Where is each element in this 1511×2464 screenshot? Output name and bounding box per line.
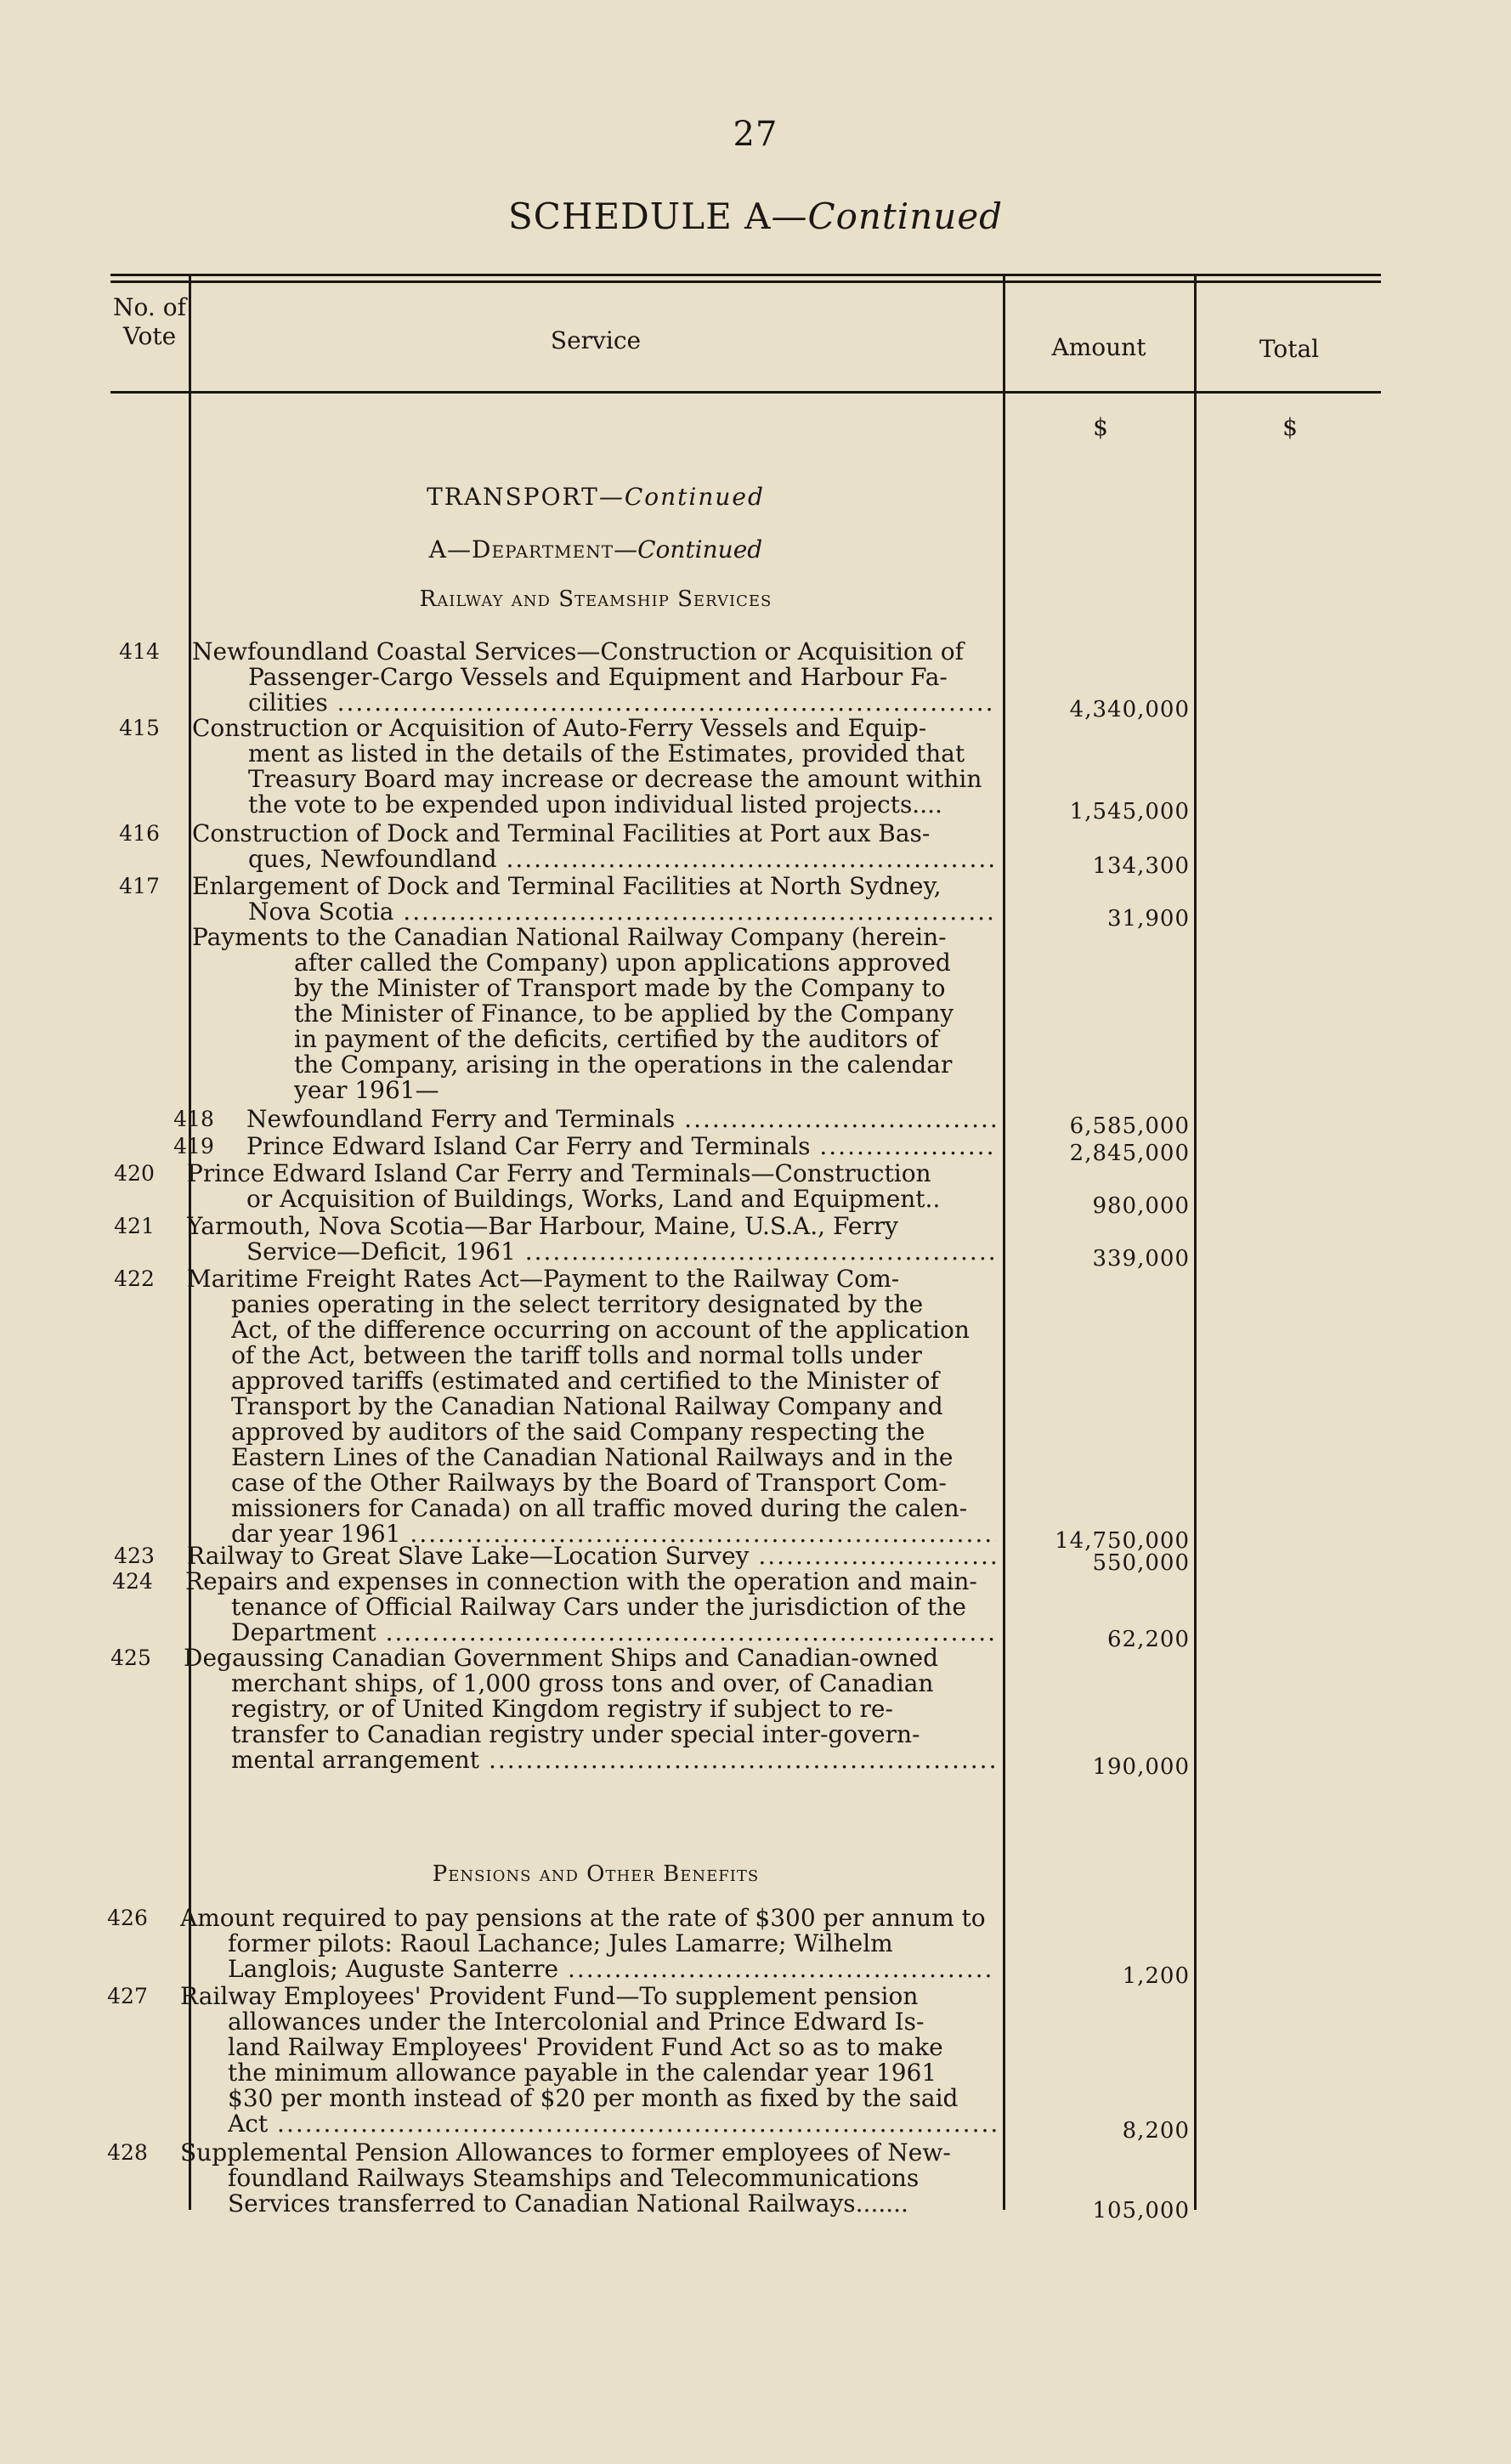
- service-text-line: land Railway Employees' Provident Fund Act so as to make: [228, 2035, 943, 2060]
- vote-number: 416: [119, 821, 160, 846]
- vote-number: 417: [119, 874, 160, 898]
- service-text-line: Transport by the Canadian National Railway Company and: [231, 1394, 943, 1419]
- vote-number: 424: [112, 1569, 153, 1594]
- amount-value: 134,300: [1092, 853, 1190, 879]
- service-text-line: ment as listed in the details of the Estimates, provided that: [248, 741, 965, 767]
- heading-department: [189, 535, 1003, 564]
- amount-value: 8,200: [1122, 2118, 1190, 2144]
- schedule-title: [0, 195, 1511, 237]
- service-text-line: Yarmouth, Nova Scotia—Bar Harbour, Maine, U.S.A., Ferry: [187, 1214, 898, 1239]
- service-text-line: the Company, arising in the operations in the calendar: [294, 1052, 953, 1078]
- amount-value: 550,000: [1092, 1550, 1190, 1576]
- service-text-line: after called the Company) upon applications approved: [294, 950, 951, 976]
- service-text-line: ques, Newfoundland .....: [248, 847, 996, 872]
- amount-value: 339,000: [1092, 1246, 1190, 1272]
- table-top-rule-2: [110, 280, 1381, 283]
- column-header-amount: Amount: [1051, 333, 1146, 361]
- service-text-line: tenance of Official Railway Cars under the jurisdiction of the: [231, 1595, 966, 1620]
- service-text-line: mental arrangement .....: [231, 1747, 996, 1773]
- column-header-total: Total: [1259, 335, 1320, 363]
- service-text-line: Service—Deficit, 1961 .....: [246, 1239, 996, 1265]
- heading-transport: [189, 483, 1003, 511]
- vote-number: 419: [173, 1134, 214, 1158]
- vote-number: 414: [119, 639, 160, 664]
- service-text-line: Nova Scotia .....: [248, 899, 996, 925]
- column-header-service: Service: [550, 326, 642, 354]
- service-text-line: the minimum allowance payable in the calendar year 1961: [228, 2060, 937, 2086]
- amount-value: 2,845,000: [1069, 1141, 1190, 1166]
- service-text-line: Act, of the difference occurring on account of the application: [231, 1317, 970, 1343]
- service-text-line: year 1961—: [294, 1078, 439, 1103]
- service-text-line: Payments to the Canadian National Railway Company (herein-: [192, 925, 947, 950]
- service-text-line: Supplemental Pension Allowances to former employees of New-: [180, 2140, 951, 2166]
- amount-value: 31,900: [1107, 906, 1190, 932]
- service-text-line: Treasury Board may increase or decrease the amount within: [248, 767, 982, 792]
- total-currency: $: [1282, 413, 1298, 441]
- service-text-line: transfer to Canadian registry under special inter-govern-: [231, 1722, 920, 1747]
- amount-value: 62,200: [1107, 1627, 1190, 1652]
- service-text-line: foundland Railways Steamships and Telecommunications: [228, 2166, 920, 2191]
- service-text-line: Degaussing Canadian Government Ships and Canadian-owned: [184, 1645, 939, 1671]
- service-text-line: former pilots: Raoul Lachance; Jules Lamarre; Wilhelm: [228, 1931, 893, 1957]
- service-text-line: Newfoundland Coastal Services—Construction or Acquisition of: [192, 639, 964, 665]
- service-text-line: registry, or of United Kingdom registry if subject to re-: [231, 1696, 893, 1722]
- column-header-vote: No. of Vote: [113, 293, 186, 350]
- service-text-line: case of the Other Railways by the Board of Transport Com-: [231, 1470, 947, 1496]
- vote-number: 418: [173, 1107, 214, 1131]
- service-text-line: Maritime Freight Rates Act—Payment to the Railway Com-: [187, 1266, 900, 1292]
- schedule-title-main: SCHEDULE A: [507, 195, 772, 237]
- service-text-line: by the Minister of Transport made by the Company to: [294, 976, 946, 1001]
- service-text-line: in payment of the deficits, certified by the auditors of: [294, 1027, 939, 1052]
- amount-value: 105,000: [1092, 2198, 1190, 2223]
- table-top-rule: [110, 274, 1381, 276]
- schedule-title-continued: —Continued: [771, 195, 1004, 237]
- heading-railway-steamship: Railway and Steamship Services: [419, 586, 772, 612]
- service-text-line: Eastern Lines of the Canadian National Railways and in the: [231, 1445, 954, 1470]
- heading-department-cont: —Continued: [614, 535, 763, 564]
- amount-currency: $: [1093, 413, 1108, 441]
- heading-transport-cont: —Continued: [598, 483, 765, 511]
- header-bottom-rule: [110, 391, 1381, 394]
- service-text-line: missioners for Canada) on all traffic moved during the calen-: [231, 1496, 968, 1521]
- vote-number: 428: [107, 2140, 148, 2165]
- service-text-line: Enlargement of Dock and Terminal Facilities at North Sydney,: [192, 874, 942, 899]
- service-text-line: approved tariffs (estimated and certified to the Minister of: [231, 1368, 939, 1394]
- service-text-line: dar year 1961 .....: [231, 1521, 996, 1547]
- vote-number: 422: [114, 1266, 155, 1291]
- vote-number: 415: [119, 716, 160, 740]
- vote-number: 423: [114, 1544, 155, 1568]
- service-text-line: $30 per month instead of $20 per month as fixed by the said: [228, 2086, 959, 2111]
- amount-value: 6,585,000: [1069, 1113, 1190, 1139]
- amount-value: 4,340,000: [1069, 697, 1190, 722]
- service-text-line: of the Act, between the tariff tolls and normal tolls under: [231, 1343, 922, 1368]
- heading-transport-main: TRANSPORT: [427, 483, 599, 511]
- amount-value: 190,000: [1092, 1754, 1190, 1780]
- amount-value: 1,200: [1122, 1963, 1190, 1989]
- vote-number: 426: [107, 1906, 148, 1930]
- service-text-line: merchant ships, of 1,000 gross tons and over, of Canadian: [231, 1671, 934, 1696]
- service-text-line: Department .....: [231, 1620, 996, 1645]
- service-text-line: Newfoundland Ferry and Terminals .....: [246, 1107, 996, 1132]
- service-text-line: Repairs and expenses in connection with the operation and main-: [185, 1569, 977, 1595]
- column-divider-service: [1003, 276, 1005, 2210]
- service-text-line: the Minister of Finance, to be applied by the Company: [294, 1001, 954, 1027]
- amount-value: 14,750,000: [1055, 1528, 1190, 1554]
- vote-number: 421: [114, 1214, 155, 1238]
- service-text-line: Construction of Dock and Terminal Facilities at Port aux Bas-: [192, 821, 931, 847]
- service-text-line: Passenger-Cargo Vessels and Equipment and Harbour Fa-: [248, 665, 948, 690]
- vote-number: 420: [114, 1161, 155, 1186]
- service-text-line: Amount required to pay pensions at the rate of $300 per annum to: [180, 1906, 986, 1931]
- service-text-line: Railway Employees' Provident Fund—To supplement pension: [180, 1984, 919, 2009]
- service-text-line: Act .....: [228, 2111, 996, 2137]
- service-text-line: allowances under the Intercolonial and Prince Edward Is-: [228, 2009, 925, 2035]
- service-text-line: or Acquisition of Buildings, Works, Land and Equipment..: [246, 1187, 941, 1212]
- heading-pensions: Pensions and Other Benefits: [432, 1861, 760, 1887]
- vote-number: 425: [110, 1645, 151, 1670]
- amount-value: 980,000: [1092, 1193, 1190, 1219]
- service-text-line: approved by auditors of the said Company respecting the: [231, 1419, 925, 1445]
- vote-number: 427: [107, 1984, 148, 2008]
- service-text-line: Prince Edward Island Car Ferry and Terminals .....: [246, 1134, 996, 1159]
- service-text-line: Services transferred to Canadian National Railways.......: [228, 2191, 908, 2217]
- service-text-line: Langlois; Auguste Santerre .....: [228, 1957, 996, 1982]
- service-text-line: Prince Edward Island Car Ferry and Terminals—Construction: [187, 1161, 931, 1187]
- service-text-line: Railway to Great Slave Lake—Location Survey .....: [187, 1544, 996, 1569]
- service-text-line: cilities .....: [248, 690, 996, 716]
- service-text-line: panies operating in the select territory designated by the: [231, 1292, 924, 1317]
- column-divider-amount: [1194, 276, 1197, 2210]
- page-number: 27: [733, 115, 778, 154]
- service-text-line: the vote to be expended upon individual listed projects....: [248, 792, 942, 818]
- amount-value: 1,545,000: [1069, 799, 1190, 824]
- heading-department-main: A—Department: [428, 535, 614, 564]
- service-text-line: Construction or Acquisition of Auto-Ferry Vessels and Equip-: [192, 716, 927, 741]
